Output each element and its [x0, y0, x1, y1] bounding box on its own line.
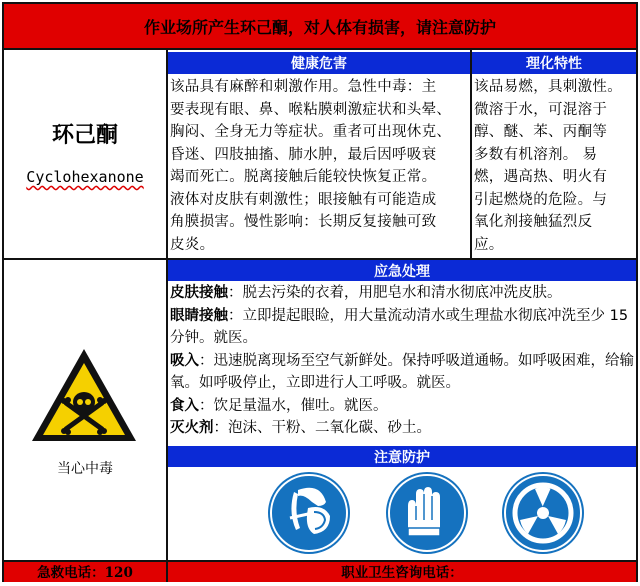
property-line: 燃，遇高热、明火有 — [474, 169, 608, 185]
inhalation-item — [170, 350, 634, 395]
ingestion-label: 食入 — [170, 397, 199, 414]
respirator-icon — [268, 472, 350, 554]
health-line: 要表现有眼、鼻、喉粘膜刺激症状和头晕、 — [170, 101, 452, 118]
gloves-icon — [386, 472, 468, 554]
property-line: 应。 — [474, 236, 504, 253]
health-line: 液体对皮肤有刺激性；眼接触有可能造成 — [170, 191, 437, 208]
consult-phone: 职业卫生咨询电话： — [341, 565, 463, 581]
health-hazard-text — [170, 76, 470, 260]
page-title: 作业场所产生环己酮，对人体有损害，请注意防护 — [4, 4, 636, 50]
property-line: 该品易燃，具刺激性。 — [474, 79, 622, 95]
property-line: 多数有机溶剂。 易 — [474, 146, 598, 163]
substance-name-en-text: Cyclohexanone — [26, 168, 144, 186]
property-line: 引起燃烧的危险。与 — [474, 191, 608, 208]
health-line: 昏迷、四肢抽搐、肺水肿，最后因呼吸衰 — [170, 146, 437, 163]
emergency-heading: 应急处理 — [168, 260, 636, 281]
warning-label: 当心中毒 — [57, 461, 113, 477]
health-line: 胸闷、全身无力等症状。重者可出现休克、 — [170, 124, 452, 140]
toxic-warning-icon — [28, 345, 140, 445]
ingestion-text: ：饮足量温水，催吐。就医。 — [199, 397, 388, 414]
eye-contact-text: ：立即提起眼睑，用大量流动清水或生理盐水彻底冲洗至少 15 分钟。就医。 — [170, 307, 629, 346]
extinguisher-text: ：泡沫、干粉、二氧化碳、砂土。 — [213, 420, 431, 436]
properties-text — [474, 76, 634, 260]
inhalation-label: 吸入 — [170, 352, 199, 369]
property-line: 氧化剂接触猛烈反 — [474, 214, 593, 230]
skin-contact-text: ：脱去污染的衣着，用肥皂水和清水彻底冲洗皮肤。 — [228, 285, 562, 301]
extinguisher-item — [170, 417, 634, 440]
property-line: 醇、醚、苯、丙酮等 — [474, 124, 608, 140]
protection-heading: 注意防护 — [168, 446, 636, 467]
health-line: 该品具有麻醉和刺激作用。急性中毒：主 — [170, 79, 437, 95]
substance-name-en — [4, 168, 166, 186]
properties-heading: 理化特性 — [472, 52, 636, 74]
eye-contact-label: 眼睛接触 — [170, 307, 228, 324]
substance-name-cn: 环己酮 — [51, 123, 118, 148]
emergency-phone: 急救电话：120 — [37, 565, 133, 581]
divider-vertical-main — [166, 50, 168, 560]
health-line: 角膜损害。慢性影响：长期反复接触可致 — [170, 214, 437, 230]
skin-contact-item — [170, 282, 634, 305]
divider-vertical-props — [470, 50, 472, 258]
health-line: 竭而死亡。脱离接触后能较快恢复正常。 — [170, 169, 437, 185]
health-line: 皮炎。 — [170, 236, 215, 253]
skin-contact-label: 皮肤接触 — [170, 285, 228, 301]
health-hazard-heading: 健康危害 — [168, 52, 470, 74]
emergency-instructions — [170, 282, 634, 440]
eye-contact-item — [170, 305, 634, 350]
ingestion-item — [170, 395, 634, 418]
property-line: 微溶于水，可混溶于 — [474, 101, 608, 118]
protective-suit-icon — [502, 472, 584, 554]
extinguisher-label: 灭火剂 — [170, 420, 214, 436]
inhalation-text: ：迅速脱离现场至空气新鲜处。保持呼吸道通畅。如呼吸困难，给输氧。如呼吸停止，立即进行人工呼吸。就医。 — [170, 352, 634, 391]
